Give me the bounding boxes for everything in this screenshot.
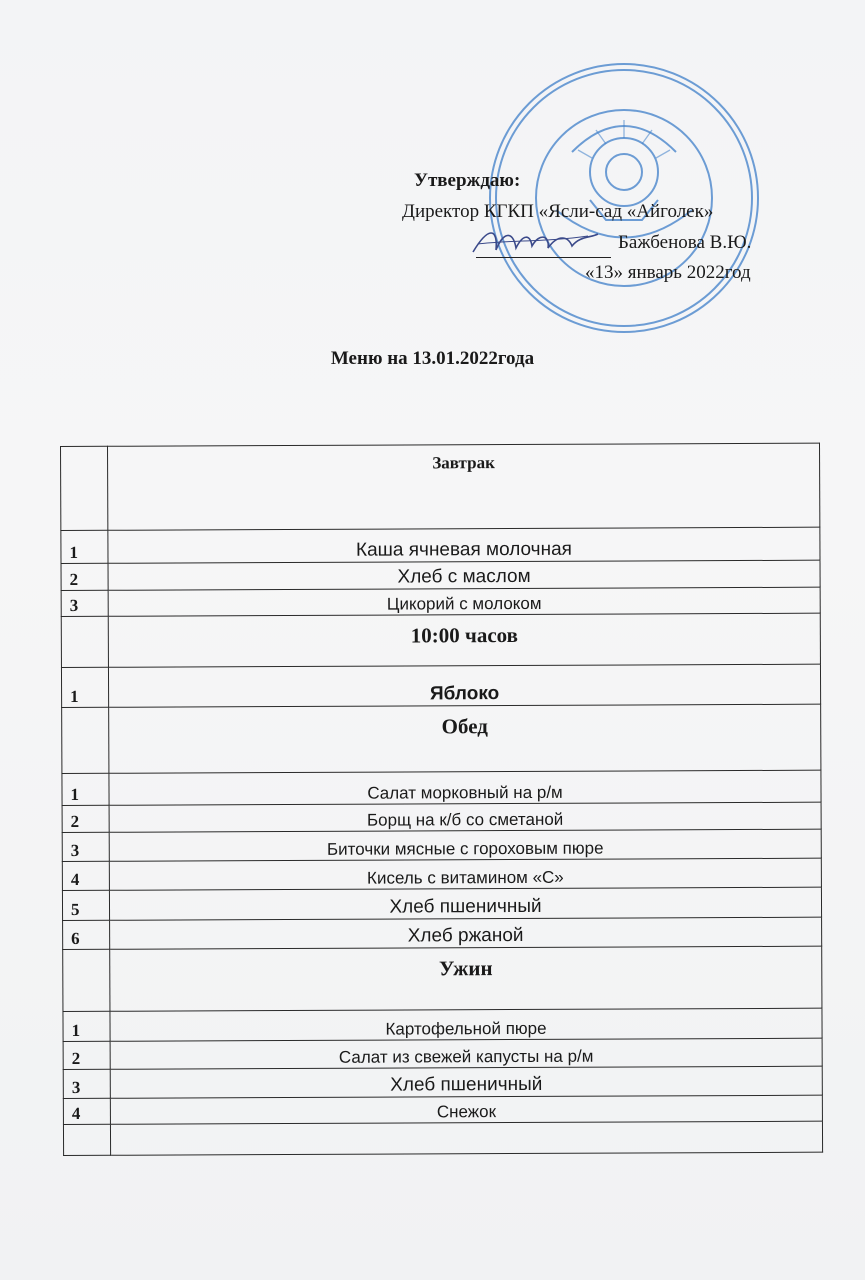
menu-item: Биточки мясные с гороховым пюре (109, 829, 821, 861)
menu-item: Картофельной пюре (110, 1008, 822, 1041)
section-row (62, 704, 821, 773)
section-row (61, 443, 820, 530)
menu-item: Хлеб ржаной (110, 917, 822, 949)
table-row: 4 Снежок (63, 1095, 822, 1124)
menu-item: Каша ячневая молочная (108, 527, 820, 563)
official-seal-stamp (486, 60, 762, 336)
menu-item: Хлеб пшеничный (109, 887, 821, 920)
approval-date: «13» январь 2022год (585, 262, 751, 283)
table-row: 2 Салат из свежей капусты на р/м (63, 1038, 822, 1069)
table-row: 3 Биточки мясные с гороховым пюре (62, 829, 821, 861)
table-row: 4 Кисель с витамином «С» (62, 858, 821, 890)
table-row: 1 Картофельной пюре (63, 1008, 822, 1041)
table-row: 5 Хлеб пшеничный (62, 887, 821, 920)
table-row: 3 Хлеб пшеничный (63, 1066, 822, 1098)
director-title: Директор КГКП «Ясли-сад «Айголек» (402, 201, 714, 222)
menu-item: Хлеб с маслом (108, 560, 820, 590)
table-row: 1 Яблоко (61, 664, 820, 707)
table-row: 1 Каша ячневая молочная (61, 527, 820, 563)
menu-item: Цикорий с молоком (108, 587, 820, 616)
menu-item: Салат из свежей капусты на р/м (110, 1038, 822, 1069)
handwritten-signature (468, 222, 608, 262)
section-row (63, 946, 822, 1011)
table-row: 3 Цикорий с молоком (61, 587, 820, 616)
table-row: 1 Салат морковный на р/м (62, 770, 821, 805)
approval-block (0, 0, 865, 300)
section-header-breakfast: Завтрак (108, 443, 820, 530)
menu-item: Борщ на к/б со сметаной (109, 802, 821, 832)
menu-item: Салат морковный на р/м (109, 770, 821, 805)
menu-item: Хлеб пшеничный (110, 1066, 822, 1098)
menu-item: Снежок (110, 1095, 822, 1124)
table-row: 2 Борщ на к/б со сметаной (62, 802, 821, 832)
menu-item: Кисель с витамином «С» (109, 858, 821, 890)
table-row-empty (63, 1121, 822, 1155)
approve-title: Утверждаю: (414, 170, 521, 191)
table-row: 2 Хлеб с маслом (61, 560, 820, 590)
section-header-snack: 10:00 часов (108, 613, 820, 667)
menu-table (60, 443, 823, 1156)
table-row: 6 Хлеб ржаной (63, 917, 822, 949)
director-name: Бажбенова В.Ю. (618, 232, 752, 253)
section-row (61, 613, 820, 667)
section-header-lunch: Обед (109, 704, 821, 773)
section-header-dinner: Ужин (110, 946, 822, 1011)
menu-title: Меню на 13.01.2022года (330, 348, 535, 369)
menu-item: Яблоко (108, 664, 820, 707)
